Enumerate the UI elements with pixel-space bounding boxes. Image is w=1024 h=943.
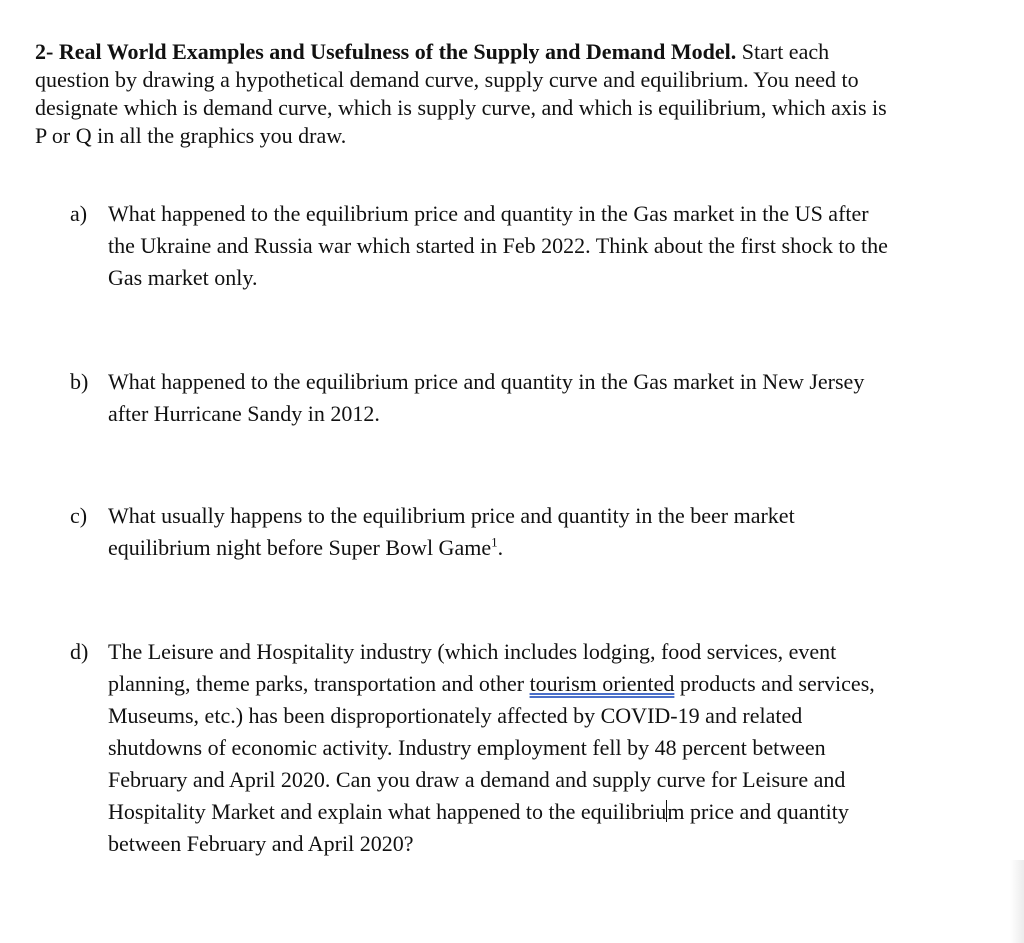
question-d-marker: d) — [70, 639, 89, 664]
question-c — [70, 500, 975, 564]
question-d-line-7: between February and April 2020? — [108, 831, 414, 856]
question-d — [70, 636, 975, 860]
question-d-line-6-post: m price and quantity — [667, 799, 849, 824]
question-d-text — [108, 636, 975, 860]
question-a-line-1: What happened to the equilibrium price and quantity in the Gas market in the US after — [108, 201, 869, 226]
question-b-text — [108, 366, 975, 430]
intro-line-2: question by drawing a hypothetical demand curve, supply curve and equilibrium. You need to — [35, 67, 859, 92]
intro-line-4: P or Q in all the graphics you draw. — [35, 123, 347, 148]
question-a — [70, 198, 975, 294]
question-d-line-3: Museums, etc.) has been disproportionately affected by COVID-19 and related — [108, 703, 803, 728]
question-b-line-1: What happened to the equilibrium price and quantity in the Gas market in New Jersey — [108, 369, 865, 394]
question-d-line-2-post: products and services, — [674, 671, 875, 696]
question-d-line-4: shutdowns of economic activity. Industry employment fell by 48 percent between — [108, 735, 826, 760]
intro-line-3: designate which is demand curve, which is supply curve, and which is equilibrium, which axis is — [35, 95, 887, 120]
question-d-line-2 — [108, 668, 975, 700]
question-d-line-5: February and April 2020. Can you draw a demand and supply curve for Leisure and — [108, 767, 846, 792]
question-c-line-2-end: . — [497, 535, 504, 560]
question-d-line-6 — [108, 796, 975, 828]
question-d-line-6-pre: Hospitality Market and explain what happened to the equilibriu — [108, 799, 667, 824]
question-c-text — [108, 500, 975, 564]
page-edge-shadow — [1010, 860, 1024, 943]
intro-heading: 2- Real World Examples and Usefulness of the Supply and Demand Model. — [35, 39, 737, 64]
question-c-line-2 — [108, 532, 975, 564]
question-a-line-2: the Ukraine and Russia war which started in Feb 2022. Think about the first shock to the — [108, 233, 888, 258]
question-a-text — [108, 198, 975, 294]
question-c-line-1: What usually happens to the equilibrium price and quantity in the beer market — [108, 503, 795, 528]
spellcheck-underlined-text[interactable]: tourism oriented — [529, 671, 675, 696]
intro-line-1-rest: Start each — [736, 39, 830, 64]
question-c-marker: c) — [70, 503, 88, 528]
question-b — [70, 366, 975, 430]
question-b-marker: b) — [70, 369, 89, 394]
question-c-line-2-text: equilibrium night before Super Bowl Game — [108, 535, 492, 560]
intro-line-1 — [35, 38, 985, 66]
question-d-line-2-pre: planning, theme parks, transportation and other — [108, 671, 530, 696]
footnote-mark[interactable]: 1 — [491, 534, 498, 550]
question-a-line-3: Gas market only. — [108, 265, 258, 290]
question-b-line-2: after Hurricane Sandy in 2012. — [108, 401, 380, 426]
question-d-line-1: The Leisure and Hospitality industry (which includes lodging, food services, event — [108, 639, 837, 664]
intro-paragraph — [35, 38, 985, 150]
question-a-marker: a) — [70, 201, 88, 226]
